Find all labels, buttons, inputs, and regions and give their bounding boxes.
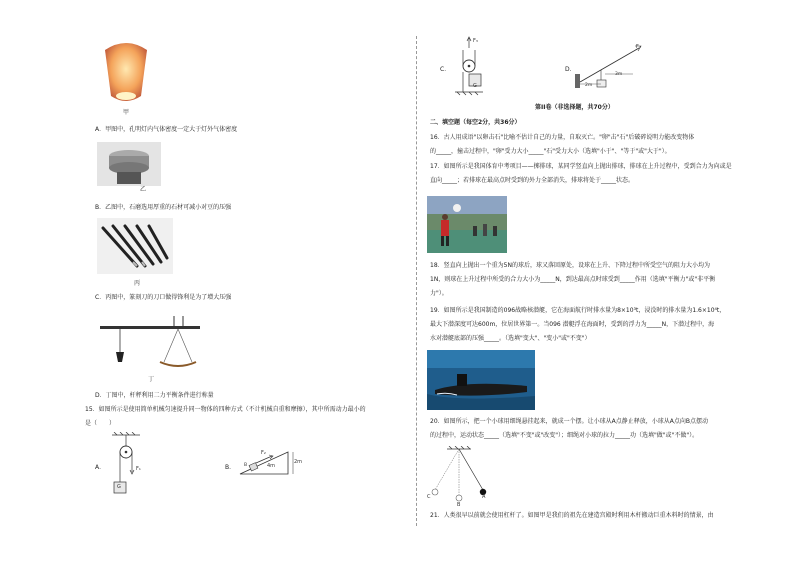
figure-label-bing: 丙 (134, 280, 141, 287)
question-16-line-2: 的_____，撞击过程中，"卵"受力大小_____"石"受力大小（选填"小于"、"等于"或"大于"）。 (430, 148, 671, 155)
lever-length-2m: 2m (585, 83, 593, 88)
option-15b-label: B． (225, 464, 236, 471)
pendulum-label-b: B (457, 502, 461, 508)
option-15d-label: D． (565, 66, 576, 73)
force-label-f4: F₄ (636, 44, 641, 50)
pulley-diagram-a (110, 432, 146, 494)
option-b-text: B．乙图中，石磨选用厚重的石材可减小对豆的压强 (95, 204, 232, 211)
question-21-line-1: 21．人类很早以前就会使用杠杆了。如图甲是我们的祖先在建造宫殿时利用木杆搬动巨重木料时的情景，由 (430, 512, 714, 519)
option-a-text: A．甲图中，孔明灯内气体密度一定大于灯外气体密度 (95, 126, 238, 133)
section-title: 第II卷（非选择题，共70分） (535, 104, 614, 111)
option-15a-label: A． (95, 464, 106, 471)
part-2-title: 二、填空题（每空2分，共36分） (430, 119, 521, 126)
force-label-f1: F₁ (136, 466, 141, 472)
incline-diagram-b (238, 448, 298, 476)
box-label-b: B (244, 463, 248, 468)
question-16-line-1: 16．古人用成语"以卵击石"比喻不估计自己的力量，自取灭亡。"卵"击"石"后破碎说明力能改变物体 (430, 134, 695, 141)
kongming-lantern-photo (97, 40, 155, 108)
stone-mill-photo (97, 142, 161, 186)
right-column (425, 0, 765, 562)
figure-label-ding: 丁 (148, 376, 155, 383)
question-18-line-1: 18．竖直向上抛出一个重为5N的球后，球又落回原处，设球在上升、下降过程中所受空气的阻力大小均为 (430, 262, 710, 269)
force-label-f2: F₂ (261, 450, 266, 456)
question-18-line-2: 1N，则球在上升过程中所受的合力大小为_____N，到达最高点时球受到_____作用（选填"平衡力"或"非平衡 (430, 276, 716, 283)
figure-label-jia: 甲 (123, 109, 130, 116)
option-d-text: D．丁图中，杆秤利用二力平衡条件进行称量 (95, 392, 214, 399)
figure-label-yi: 乙 (140, 186, 147, 193)
pendulum-label-a: A (482, 494, 486, 500)
left-column (80, 0, 410, 562)
question-15-line-2: 是（ ） (85, 420, 116, 427)
weight-label-c: G (473, 83, 477, 89)
volleyball-throw-photo (427, 196, 507, 253)
question-19-line-2: 最大下潜深度可达600m，位居世界第一。当096 潜艇浮在海面时，受到的浮力为_____N，下潜过程中，海 (430, 321, 715, 328)
option-15c-label: C． (440, 66, 451, 73)
force-label-f3: F₃ (473, 38, 478, 44)
carving-knives-photo (97, 218, 173, 274)
question-20-line-1: 20．如图所示，把一个小球用细绳悬挂起来，就成一个摆。让小球从A点静止释放，小球从A点向B点摆动 (430, 418, 708, 425)
question-17-line-1: 17．如图所示是我国体育中考项目——掷排球，某同学竖直向上抛出排球，排球在上升过程中，受到合力为向或是 (430, 163, 732, 170)
incline-length-label: 4m (267, 463, 276, 469)
pendulum-label-c: C (427, 494, 431, 500)
steelyard-diagram (98, 314, 208, 378)
weight-label-a: G (117, 484, 121, 490)
question-15-line-1: 15．如图所示是使用简单机械匀速提升同一物体的四种方式（不计机械自重和摩擦），其中所需动力最小的 (85, 406, 366, 413)
pulley-diagram-c (453, 36, 489, 98)
column-divider (416, 36, 417, 526)
submarine-photo (427, 350, 535, 410)
incline-height-label: 2m (294, 459, 303, 465)
lever-length-3m: 3m (615, 72, 623, 77)
question-20-line-2: 的过程中，运动状态_____（选填"不变"或"改变"）；细绳对小球的拉力_____功（选填"做"或"不做"）。 (430, 432, 699, 439)
option-c-text: C．丙图中，篆刻刀的刀口做得锋利是为了增大压强 (95, 294, 232, 301)
question-18-line-3: 力"）。 (430, 290, 448, 297)
question-17-line-2: 直向_____；若排球在最高点时受到的外力全部消失，排球将处于_____状态。 (430, 177, 635, 184)
question-19-line-1: 19．如图所示是我国制造的096战略核潜艇，它在海面航行时排水量为8×10³t，浸没时的排水量为1.6×10⁴t， (430, 307, 726, 314)
question-19-line-3: 水对潜艇底部的压强_____。（选填"变大"、"变小"或"不变"） (430, 335, 591, 342)
